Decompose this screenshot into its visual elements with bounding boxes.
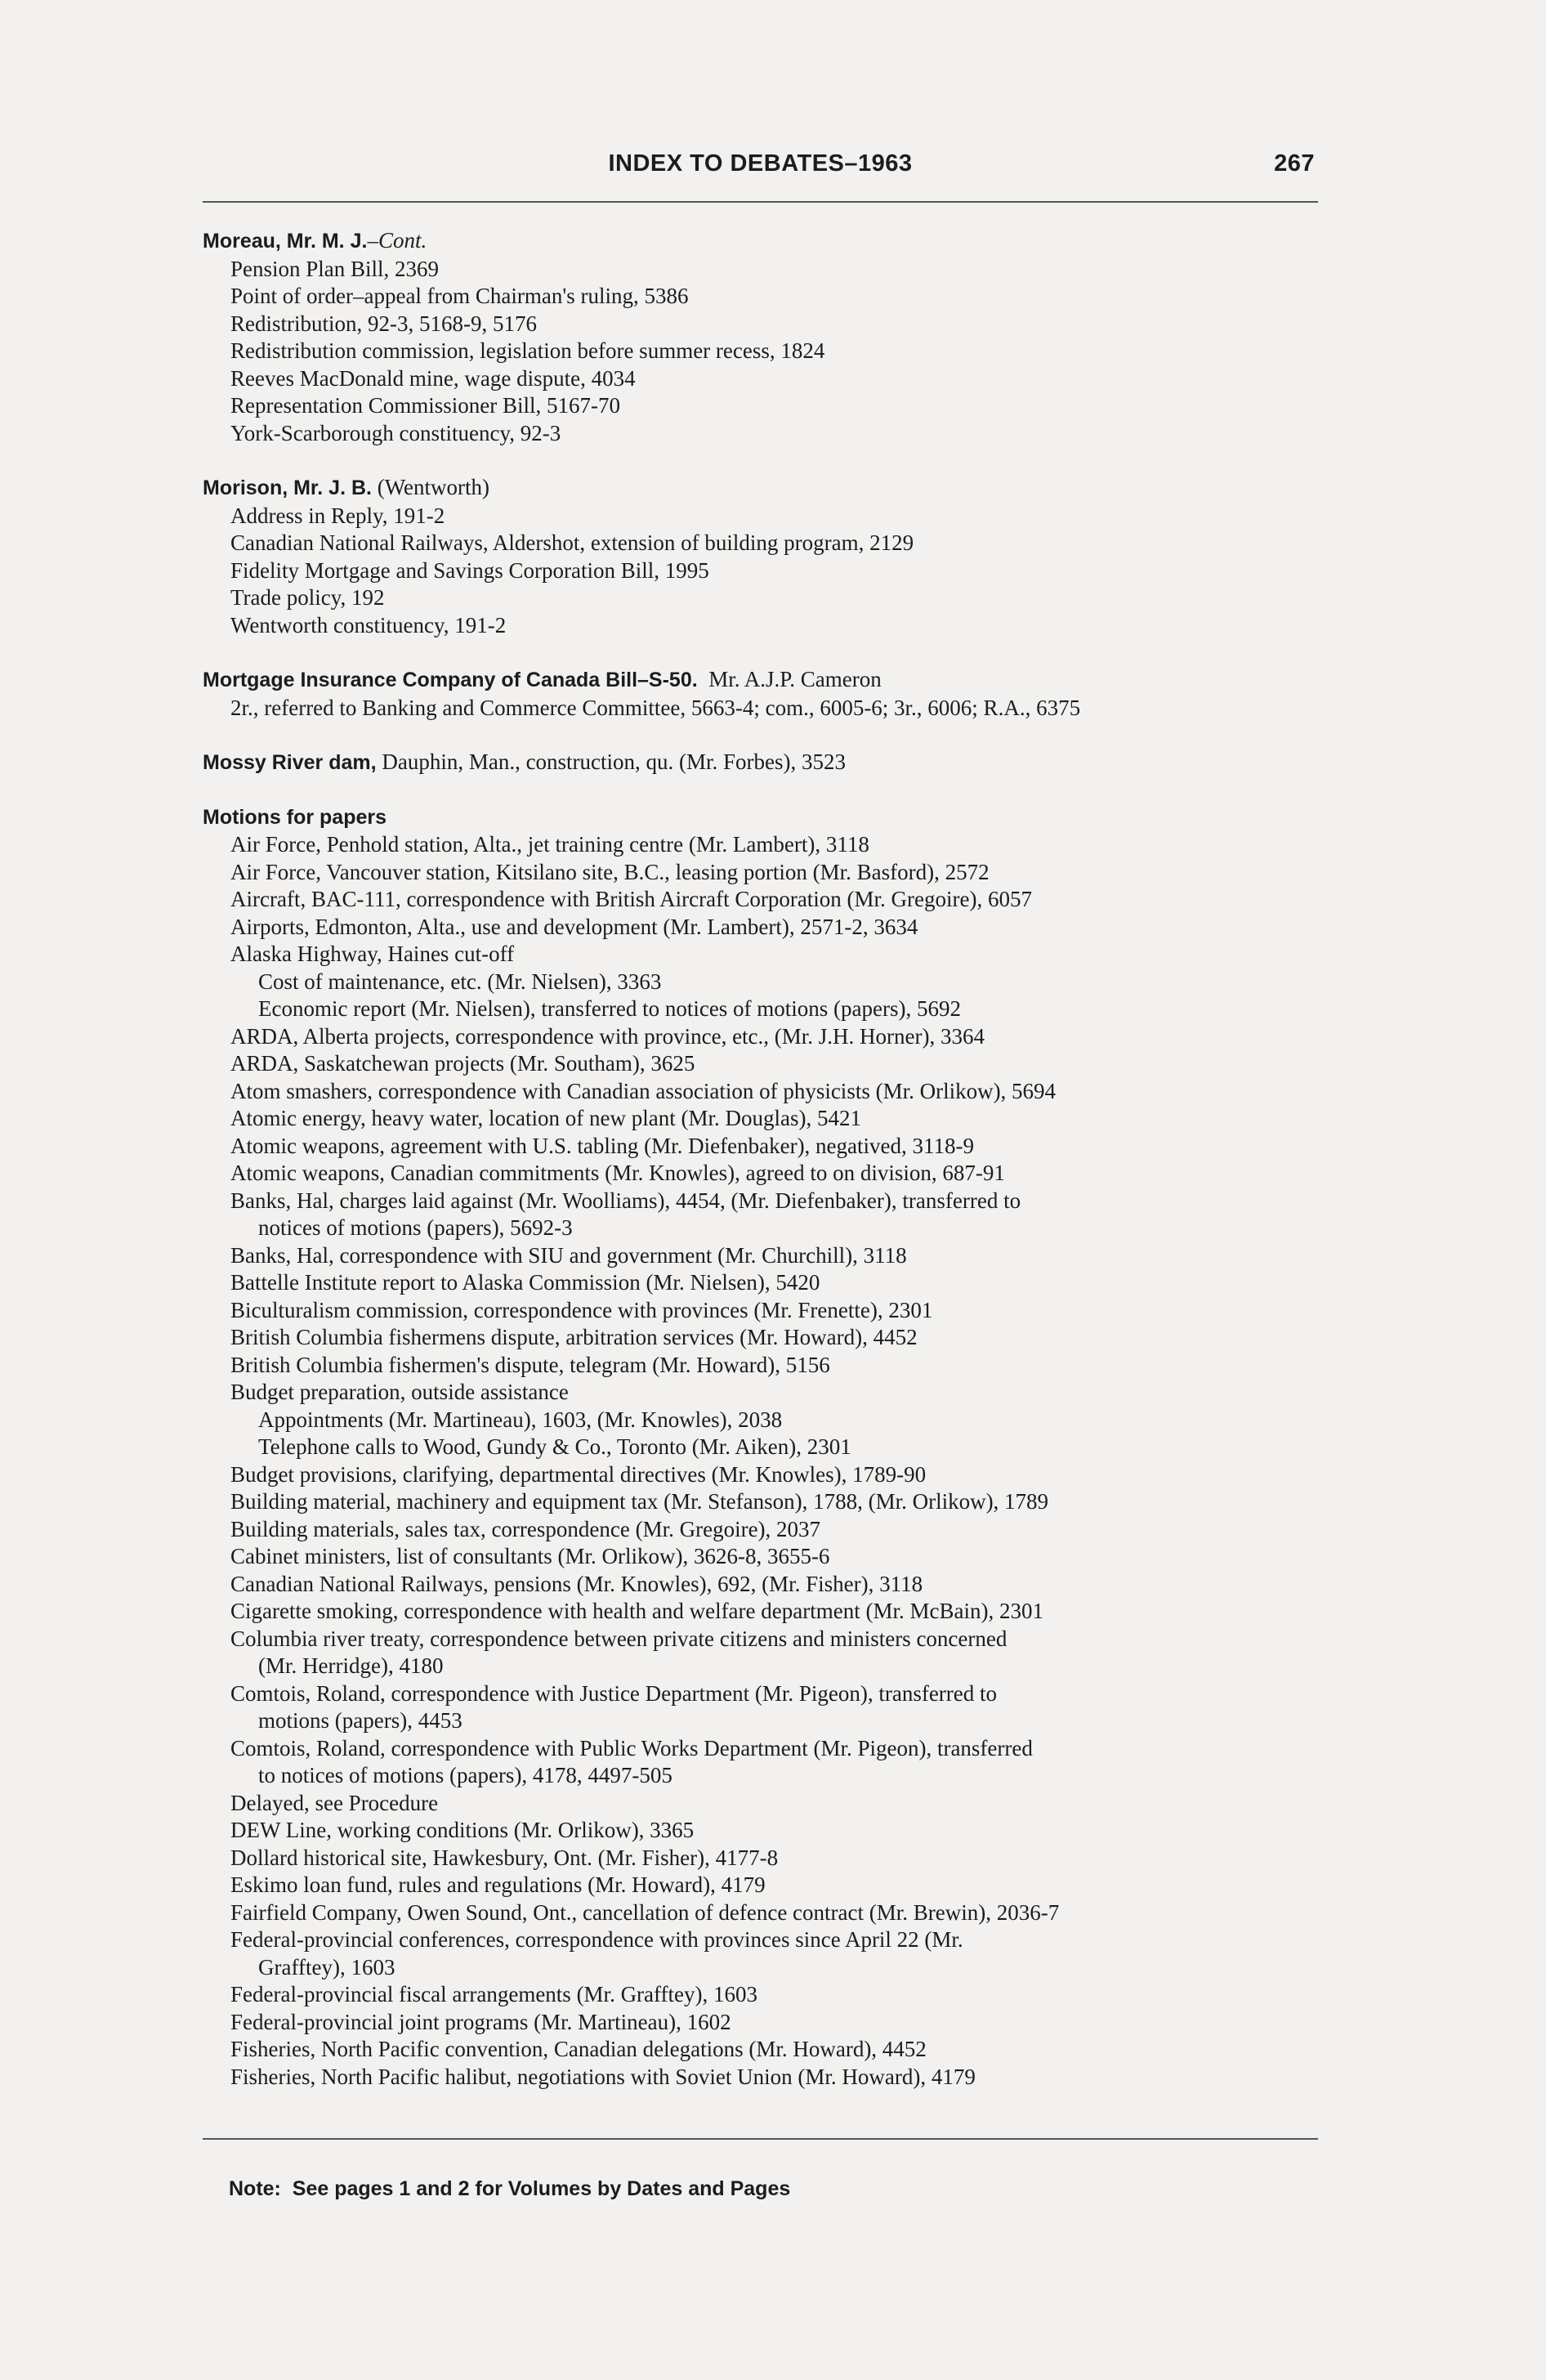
- heading-name: Mossy River dam,: [203, 751, 377, 774]
- index-entry: Redistribution commission, legislation before summer recess, 1824: [230, 338, 825, 363]
- index-section-motions: [203, 804, 1347, 2091]
- index-heading: [203, 666, 1347, 695]
- index-entry: British Columbia fishermens dispute, arbitration services (Mr. Howard), 4452: [230, 1325, 918, 1349]
- index-entry: Comtois, Roland, correspondence with Justice Department (Mr. Pigeon), transferred to: [230, 1680, 998, 1706]
- index-section-mossy: [203, 749, 1347, 777]
- index-entry: Pension Plan Bill, 2369: [230, 256, 440, 281]
- index-entry: Air Force, Vancouver station, Kitsilano site, B.C., leasing portion (Mr. Basford), 2572: [230, 859, 990, 884]
- index-entry: British Columbia fishermen's dispute, telegram (Mr. Howard), 5156: [230, 1352, 830, 1377]
- index-entry: Federal-provincial fiscal arrangements (Mr. Grafftey), 1603: [230, 1982, 758, 2006]
- index-subentry: (Mr. Herridge), 4180: [258, 1653, 444, 1678]
- index-entry: Atom smashers, correspondence with Canadian association of physicists (Mr. Orlikow), 5694: [230, 1078, 1057, 1103]
- index-entry: Biculturalism commission, correspondence with provinces (Mr. Frenette), 2301: [230, 1297, 933, 1322]
- index-entry: DEW Line, working conditions (Mr. Orlikow), 3365: [230, 1818, 695, 1842]
- heading-name: Moreau, Mr. M. J.: [203, 230, 368, 253]
- index-entry: 2r., referred to Banking and Commerce Committee, 5663-4; com., 6005-6; 3r., 6006; R.A., 6375: [230, 695, 1081, 720]
- index-entry: Fidelity Mortgage and Savings Corporation Bill, 1995: [230, 557, 709, 583]
- page-number: 267: [1274, 150, 1315, 177]
- index-entry: Canadian National Railways, Aldershot, extension of building program, 2129: [230, 530, 914, 555]
- index-entry: Federal-provincial joint programs (Mr. Martineau), 1602: [230, 2009, 731, 2034]
- index-section-morison: [203, 474, 1347, 639]
- index-subentry: motions (papers), 4453: [258, 1708, 462, 1733]
- index-entry: Airports, Edmonton, Alta., use and development (Mr. Lambert), 2571-2, 3634: [230, 914, 918, 939]
- index-content: [203, 227, 1347, 2118]
- index-entry: Building materials, sales tax, correspondence (Mr. Gregoire), 2037: [230, 1516, 821, 1541]
- index-entry: Reeves MacDonald mine, wage dispute, 4034: [230, 365, 636, 391]
- motions-list: [203, 831, 1347, 2091]
- index-entry: Point of order–appeal from Chairman's ruling, 5386: [230, 284, 689, 308]
- index-subentry: Cost of maintenance, etc. (Mr. Nielsen), 3363: [258, 969, 662, 994]
- index-subentry: Appointments (Mr. Martineau), 1603, (Mr. Knowles), 2038: [258, 1407, 783, 1432]
- heading-constituency: (Wentworth): [371, 475, 490, 499]
- heading-name: Morison, Mr. J. B.: [203, 476, 372, 499]
- index-entry: Budget preparation, outside assistance: [230, 1380, 569, 1404]
- index-entry: Budget provisions, clarifying, departmental directives (Mr. Knowles), 1789-90: [230, 1461, 927, 1487]
- index-entry: Representation Commissioner Bill, 5167-70: [230, 393, 620, 418]
- heading-name: Mortgage Insurance Company of Canada Bill–S-50.: [203, 669, 698, 691]
- index-subentry: Economic report (Mr. Nielsen), transferred to notices of motions (papers), 5692: [258, 996, 962, 1021]
- index-entry: Fairfield Company, Owen Sound, Ont., cancellation of defence contract (Mr. Brewin), 2036-7: [230, 1899, 1060, 1925]
- index-entry: Banks, Hal, correspondence with SIU and government (Mr. Churchill), 3118: [230, 1242, 907, 1268]
- index-entry: Eskimo loan fund, rules and regulations (Mr. Howard), 4179: [230, 1872, 766, 1897]
- index-entry: ARDA, Alberta projects, correspondence with province, etc., (Mr. J.H. Horner), 3364: [230, 1023, 985, 1049]
- index-entry: Battelle Institute report to Alaska Commission (Mr. Nielsen), 5420: [230, 1270, 820, 1295]
- index-entry: Columbia river treaty, correspondence between private citizens and ministers concerned: [230, 1626, 1008, 1651]
- header-rule: [203, 201, 1318, 203]
- index-entry: Fisheries, North Pacific halibut, negotiations with Soviet Union (Mr. Howard), 4179: [230, 2064, 976, 2089]
- index-entry: Atomic weapons, Canadian commitments (Mr. Knowles), agreed to on division, 687-91: [230, 1161, 1005, 1185]
- index-heading: [203, 227, 1347, 256]
- index-entry: Dollard historical site, Hawkesbury, Ont. (Mr. Fisher), 4177-8: [230, 1845, 779, 1870]
- index-entry: Federal-provincial conferences, correspondence with provinces since April 22 (Mr.: [230, 1927, 963, 1952]
- index-entry: Cigarette smoking, correspondence with health and welfare department (Mr. McBain), 2301: [230, 1599, 1043, 1623]
- index-entry: Banks, Hal, charges laid against (Mr. Woolliams), 4454, (Mr. Diefenbaker), transferred to: [230, 1188, 1021, 1213]
- footer-note: Note: See pages 1 and 2 for Volumes by Dates and Pages: [229, 2177, 791, 2200]
- index-entry: Trade policy, 192: [230, 585, 385, 610]
- footer-rule: [203, 2138, 1318, 2140]
- index-section-mortgage: [203, 666, 1347, 722]
- index-entry: ARDA, Saskatchewan projects (Mr. Southam), 3625: [230, 1051, 695, 1076]
- index-entry: Cabinet ministers, list of consultants (Mr. Orlikow), 3626-8, 3655-6: [230, 1544, 830, 1568]
- heading-sponsor: Mr. A.J.P. Cameron: [697, 667, 882, 691]
- index-subentry: Grafftey), 1603: [258, 1954, 395, 1980]
- index-subentry: notices of motions (papers), 5692-3: [258, 1215, 573, 1240]
- index-entry: Fisheries, North Pacific convention, Canadian delegations (Mr. Howard), 4452: [230, 2037, 927, 2061]
- index-subentry: Telephone calls to Wood, Gundy & Co., Toronto (Mr. Aiken), 2301: [258, 1434, 851, 1459]
- heading-cont: –Cont.: [367, 228, 427, 253]
- index-entry: Alaska Highway, Haines cut-off: [230, 942, 515, 966]
- index-entry: Delayed, see Procedure: [230, 1790, 439, 1815]
- page-title: INDEX TO DEBATES–1963: [608, 150, 913, 177]
- index-heading: Motions for papers: [203, 805, 387, 829]
- index-entry: Address in Reply, 191-2: [230, 503, 445, 528]
- index-entry: Redistribution, 92-3, 5168-9, 5176: [230, 311, 537, 336]
- index-entry: Canadian National Railways, pensions (Mr. Knowles), 692, (Mr. Fisher), 3118: [230, 1571, 923, 1596]
- index-entry: Building material, machinery and equipment tax (Mr. Stefanson), 1788, (Mr. Orlikow), 1789: [230, 1489, 1049, 1514]
- index-entry: York-Scarborough constituency, 92-3: [230, 420, 561, 445]
- index-entry: Aircraft, BAC-111, correspondence with British Aircraft Corporation (Mr. Gregoire), 6057: [230, 887, 1032, 911]
- index-entry: Air Force, Penhold station, Alta., jet training centre (Mr. Lambert), 3118: [230, 832, 869, 857]
- page-header: [203, 145, 1318, 186]
- index-entry: Wentworth constituency, 191-2: [230, 612, 507, 638]
- index-entry: Atomic energy, heavy water, location of new plant (Mr. Douglas), 5421: [230, 1106, 861, 1130]
- heading-detail: Dauphin, Man., construction, qu. (Mr. Forbes), 3523: [376, 749, 847, 774]
- index-entry: Atomic weapons, agreement with U.S. tabling (Mr. Diefenbaker), negatived, 3118-9: [230, 1133, 974, 1158]
- index-entry: Comtois, Roland, correspondence with Public Works Department (Mr. Pigeon), transferred: [230, 1735, 1033, 1760]
- index-heading: [203, 474, 1347, 503]
- index-section-moreau: [203, 227, 1347, 447]
- index-heading: [203, 749, 1347, 777]
- index-subentry: to notices of motions (papers), 4178, 4497-505: [258, 1763, 672, 1787]
